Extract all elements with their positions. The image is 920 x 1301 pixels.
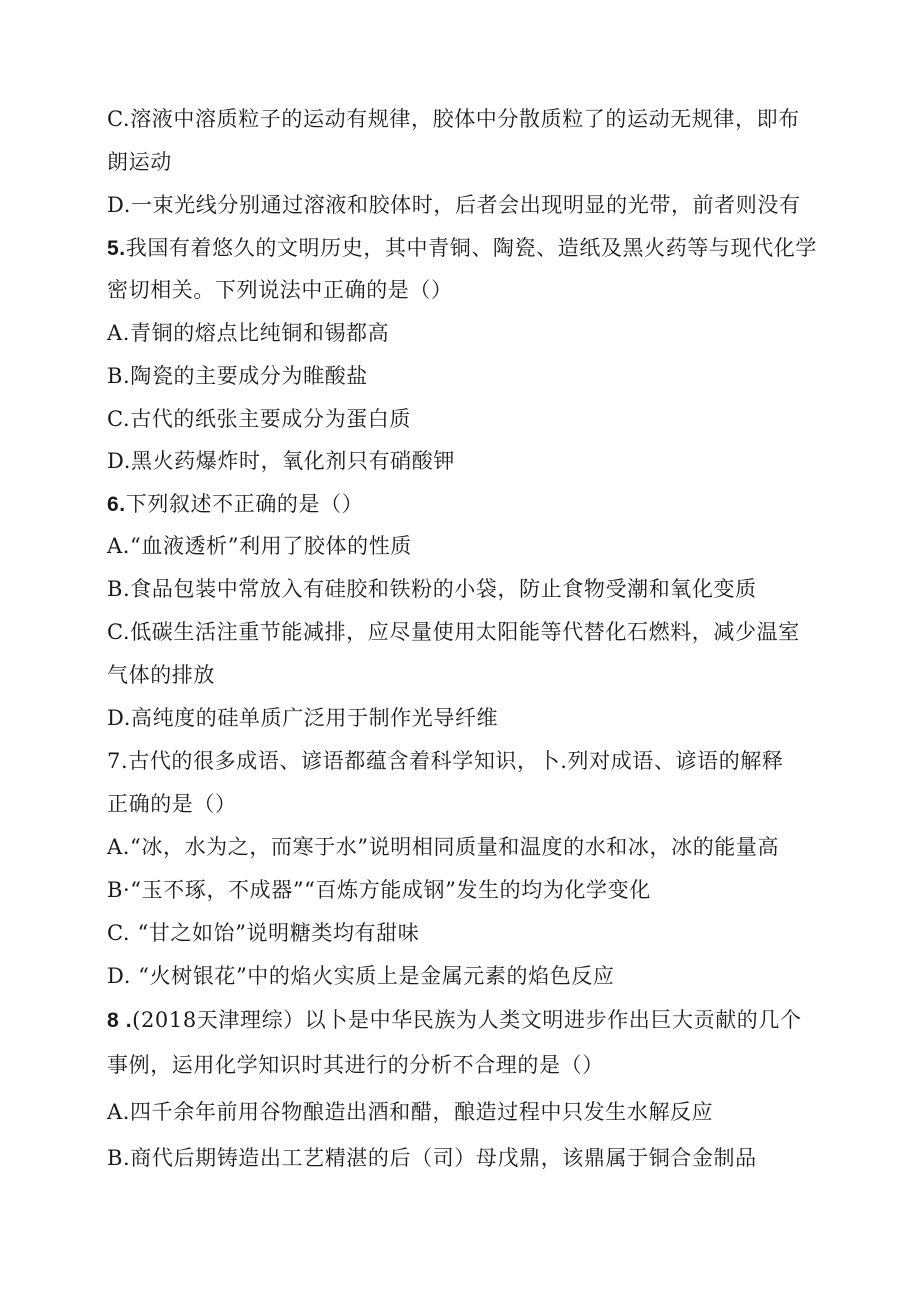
q7-option-d: D. “火树银花”中的焰火实质上是金属元素的焰色反应 <box>107 964 615 988</box>
q7-option-a: A.“冰，水为之，而寒于水”说明相同质量和温度的水和冰，冰的能量高 <box>107 835 780 859</box>
q6-option-d: D.高纯度的硅单质广泛用于制作光导纤维 <box>107 706 499 730</box>
q4-option-c-line2: 朗运动 <box>107 150 172 174</box>
q8-number: 8 . <box>107 1009 133 1032</box>
q4-option-d: D.一束光线分别通过溶液和胶体时，后者会出现明显的光带，前者则没有 <box>107 193 801 217</box>
q7-option-b: B·“玉不琢，不成器”“百炼方能成钢”发生的均为化学变化 <box>107 878 651 902</box>
q5-stem-line2: 密切相关。下列说法中正确的是（） <box>107 278 453 302</box>
q6-option-a: A.“血液透析”利用了胶体的性质 <box>107 534 412 558</box>
q6-number: 6. <box>107 493 126 516</box>
q8-stem-line1: 8 .(2018天津理综）以卜是中华民族为人类文明进步作出巨大贡献的几个 <box>107 1008 802 1032</box>
q6-stem: 6.下列叙述不正确的是（） <box>107 492 364 516</box>
q8-stem-line2: 事例，运用化学知识时其进行的分析不合理的是（） <box>107 1053 604 1077</box>
q8-option-a: A.四千余年前用谷物酿造出酒和醋，酿造过程中只发生水解反应 <box>107 1100 714 1124</box>
q5-number: 5. <box>107 237 126 260</box>
q7-stem-line1: 7.古代的很多成语、谚语都蕴含着科学知识，卜.列对成语、谚语的解释 <box>107 749 784 773</box>
q5-option-b: B.陶瓷的主要成分为睢酸盐 <box>107 364 368 388</box>
q5-option-a: A.青铜的熔点比纯铜和锡都高 <box>107 321 390 345</box>
q6-option-c-line2: 气体的排放 <box>107 663 215 687</box>
q6-option-c-line1: C.低碳生活注重节能减排，应尽量使用太阳能等代替化石燃料，减少温室 <box>107 620 800 644</box>
q5-option-d: D.黑火药爆炸时，氧化剂只有硝酸钾 <box>107 449 455 473</box>
q7-option-c: C. “甘之如饴”说明糖类均有甜味 <box>107 921 420 945</box>
q4-option-c-line1: C.溶液中溶质粒子的运动有规律，胶体中分散质粒了的运动无规律，即布 <box>107 107 800 131</box>
q6-option-b: B.食品包装中常放入有硅胶和铁粉的小袋，防止食物受潮和氧化变质 <box>107 577 757 601</box>
q5-stem-line1: 5.我国有着悠久的文明历史，其中青铜、陶瓷、造纸及黑火药等与现代化学 <box>107 236 817 260</box>
q8-option-b: B.商代后期铸造出工艺精湛的后（司）母戊鼎，该鼎属于铜合金制品 <box>107 1146 757 1170</box>
q7-stem-line2: 正确的是（） <box>107 792 237 816</box>
q5-option-c: C.古代的纸张主要成分为蛋白质 <box>107 407 411 431</box>
